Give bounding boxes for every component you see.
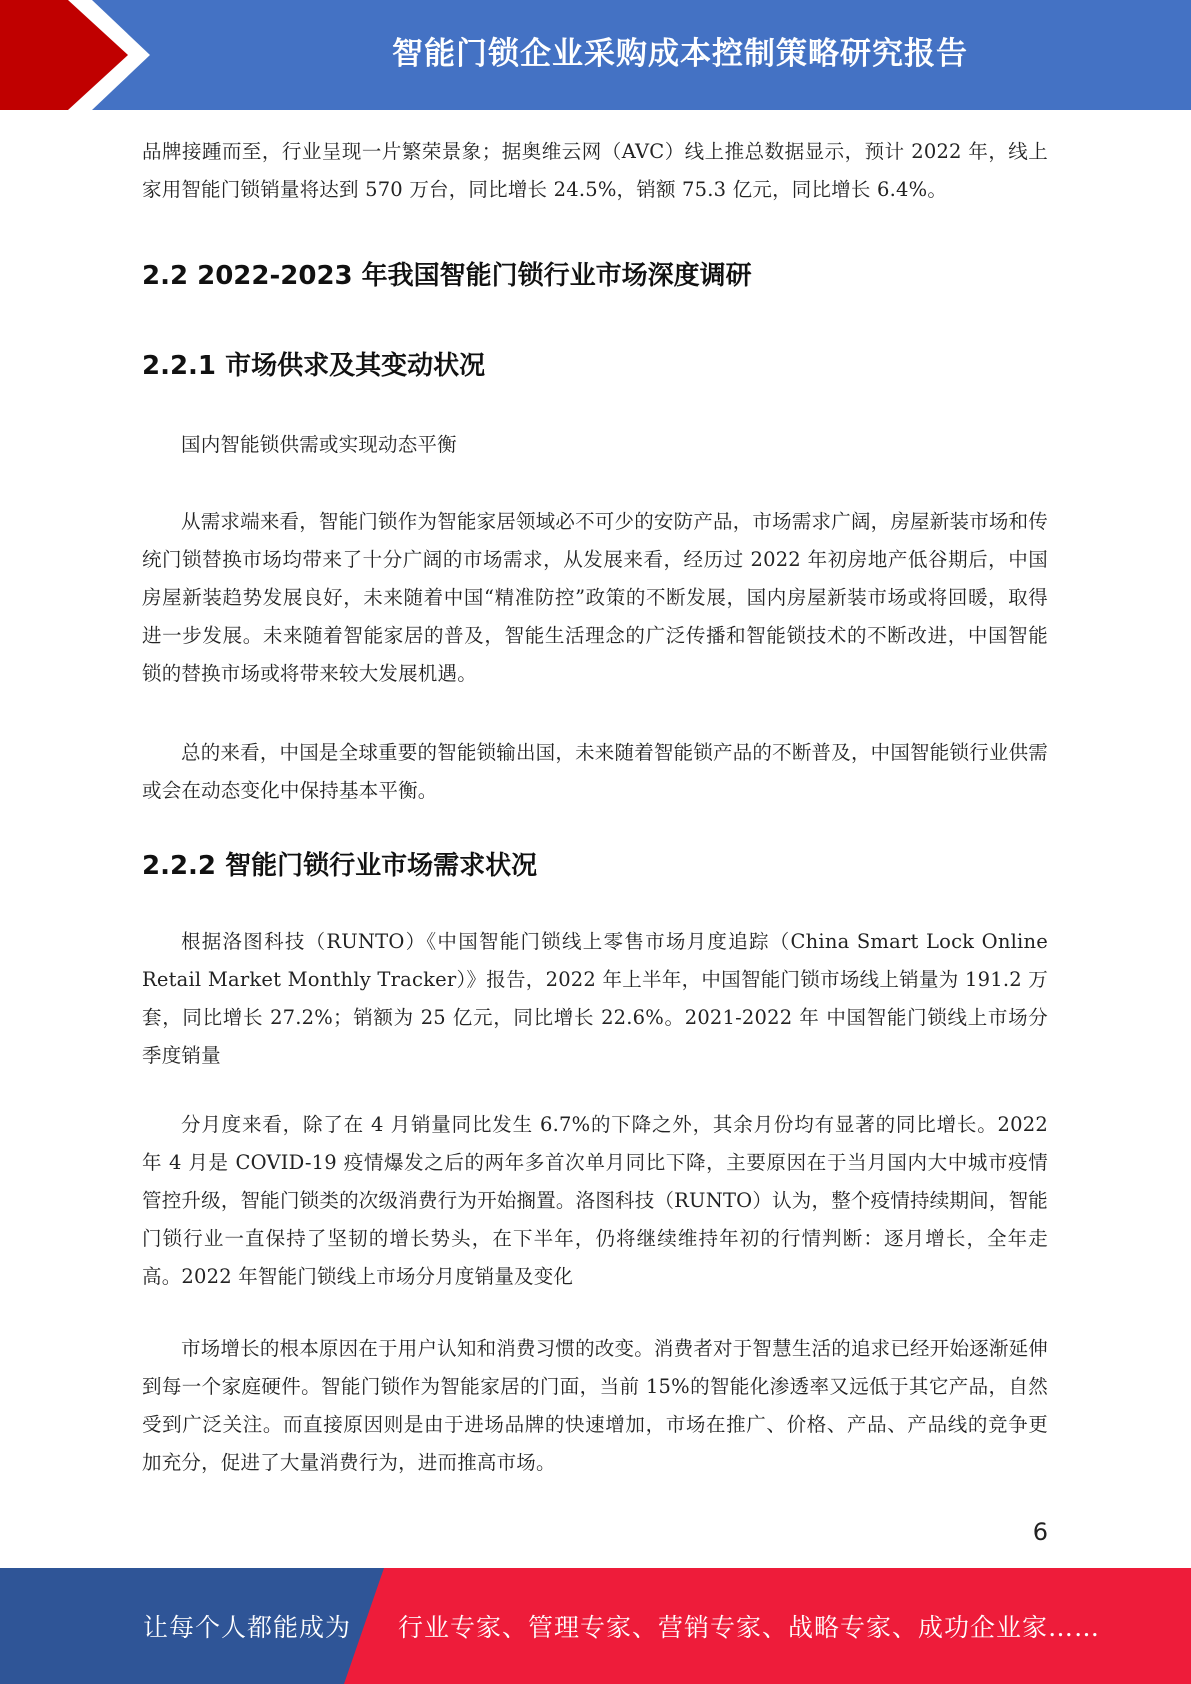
page-footer bbox=[0, 1568, 1191, 1684]
paragraph-demand: 从需求端来看，智能门锁作为智能家居领域必不可少的安防产品，市场需求广阔，房屋新装市场和传统门锁替换市场均带来了十分广阔的市场需求，从发展来看，经历过 2022 年初房地产低谷期后，中国房屋新装趋势发展良好，未来随着中国“精准防控”政策的不断发展，国内房屋新装市场或将回暖，取得进一步发展。未来随着智能家居的普及，智能生活理念的广泛传播和智能锁技术的不断改进，中国智能锁的替换市场或将带来较大发展机遇。 bbox=[142, 510, 1048, 685]
footer-slogan-right: 行业专家、管理专家、营销专家、战略专家、成功企业家…… bbox=[398, 1613, 1101, 1642]
paragraph-summary: 总的来看，中国是全球重要的智能锁输出国，未来随着智能锁产品的不断普及，中国智能锁行业供需或会在动态变化中保持基本平衡。 bbox=[142, 741, 1048, 802]
section-heading-2-2-2: 2.2.2 智能门锁行业市场需求状况 bbox=[142, 851, 538, 881]
paragraph-intro: 品牌接踵而至，行业呈现一片繁荣景象；据奥维云网（AVC）线上推总数据显示，预计 2022 年，线上家用智能门锁销量将达到 570 万台，同比增长 24.5%，销额 75.3 亿元，同比增长 6.4%。 bbox=[142, 140, 1048, 201]
paragraph-monthly: 分月度来看，除了在 4 月销量同比发生 6.7%的下降之外，其余月份均有显著的同比增长。2022 年 4 月是 COVID-19 疫情爆发之后的两年多首次单月同比下降，主要原因在于当月国内大中城市疫情管控升级，智能门锁类的次级消费行为开始搁置。洛图科技（RUNTO）认为，整个疫情持续期间，智能门锁行业一直保持了坚韧的增长势头，在下半年，仍将继续维持年初的行情判断：逐月增长，全年走高。2022 年智能门锁线上市场分月度销量及变化 bbox=[142, 1113, 1048, 1288]
section-heading-2-2-1: 2.2.1 市场供求及其变动状况 bbox=[142, 351, 486, 381]
footer-slogan-left: 让每个人都能成为 bbox=[143, 1613, 352, 1642]
document-title: 智能门锁企业采购成本控制策略研究报告 bbox=[392, 35, 968, 72]
section-heading-2-2: 2.2 2022-2023 年我国智能门锁行业市场深度调研 bbox=[142, 261, 752, 291]
paragraph-subtitle: 国内智能锁供需或实现动态平衡 bbox=[181, 433, 457, 456]
page-header bbox=[0, 0, 1191, 110]
paragraph-runto-report: 根据洛图科技（RUNTO）《中国智能门锁线上零售市场月度追踪（China Smart Lock Online Retail Market Monthly Tracker）》报告，2022 年上半年，中国智能门锁市场线上销量为 191.2 万套，同比增长 27.2%；销额为 25 亿元，同比增长 22.6%。2021-2022 年 中国智能门锁线上市场分季度销量 bbox=[142, 930, 1048, 1067]
paragraph-growth: 市场增长的根本原因在于用户认知和消费习惯的改变。消费者对于智慧生活的追求已经开始逐渐延伸到每一个家庭硬件。智能门锁作为智能家居的门面，当前 15%的智能化渗透率又远低于其它产品，自然受到广泛关注。而直接原因则是由于进场品牌的快速增加，市场在推广、价格、产品、产品线的竞争更加充分，促进了大量消费行为，进而推高市场。 bbox=[142, 1337, 1048, 1474]
page-number: 6 bbox=[1032, 1518, 1048, 1546]
header-chevron-decoration bbox=[0, 0, 160, 110]
